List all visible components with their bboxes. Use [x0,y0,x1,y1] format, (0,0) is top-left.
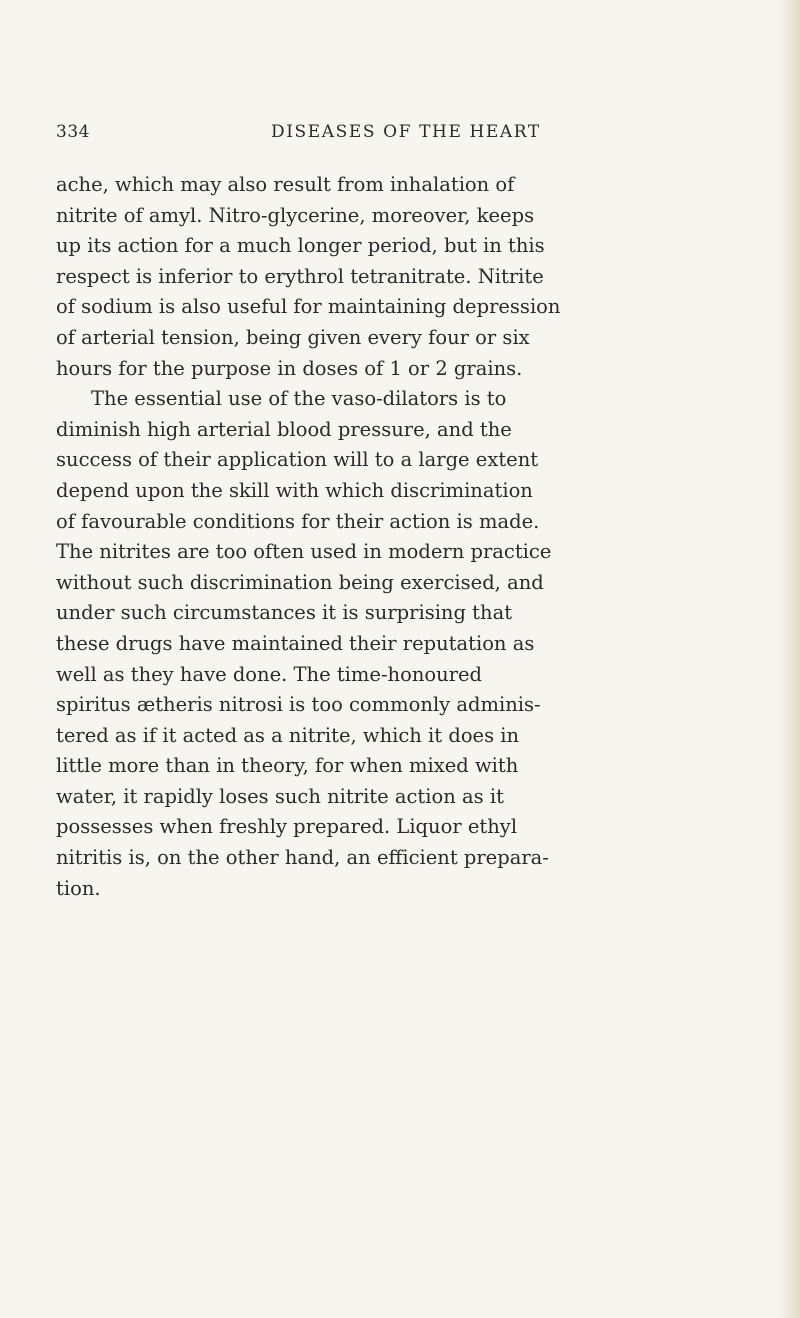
text-line: diminish high arterial blood pressure, and the [56,417,512,441]
text-line: well as they have done. The time-honoured [56,662,483,686]
paragraph-start-line: The essential use of the vaso-dilators is to [91,387,507,411]
text-line: depend upon the skill with which discrimination [56,478,533,502]
text-line: respect is inferior to erythrol tetranitrate. Nitrite [56,264,544,288]
text-line: these drugs have maintained their reputation as [56,631,535,655]
text-line: of sodium is also useful for maintaining depression [56,295,561,319]
page-number: 334 [56,122,90,142]
text-line: without such discrimination being exercised, and [56,570,544,594]
text-line: hours for the purpose in doses of 1 or 2 grains. [56,356,523,380]
text-line: tion. [56,876,101,900]
text-line: nitrite of amyl. Nitro-glycerine, moreover, keeps [56,203,535,227]
text-line: ache, which may also result from inhalation of [56,173,515,196]
text-line: success of their application will to a large extent [56,448,539,472]
text-line: The nitrites are too often used in modern practice [56,540,552,564]
text-line: water, it rapidly loses such nitrite action as it [56,784,504,808]
text-line: possesses when freshly prepared. Liquor ethyl [56,815,518,839]
text-line: of arterial tension, being given every four or six [56,325,530,349]
running-header [56,122,736,148]
text-line: of favourable conditions for their action is made. [56,509,540,533]
text-line: little more than in theory, for when mixed with [56,754,519,778]
running-title: DISEASES OF THE HEART [271,122,541,142]
page-edge-shading [778,0,800,1318]
text-line: tered as if it acted as a nitrite, which it does in [56,723,520,747]
text-line: nitritis is, on the other hand, an efficient prepara- [56,846,549,870]
text-line: up its action for a much longer period, but in this [56,234,545,258]
text-line: spiritus ætheris nitrosi is too commonly adminis- [56,693,541,717]
text-line: under such circumstances it is surprising that [56,601,513,625]
body-text [56,170,756,904]
